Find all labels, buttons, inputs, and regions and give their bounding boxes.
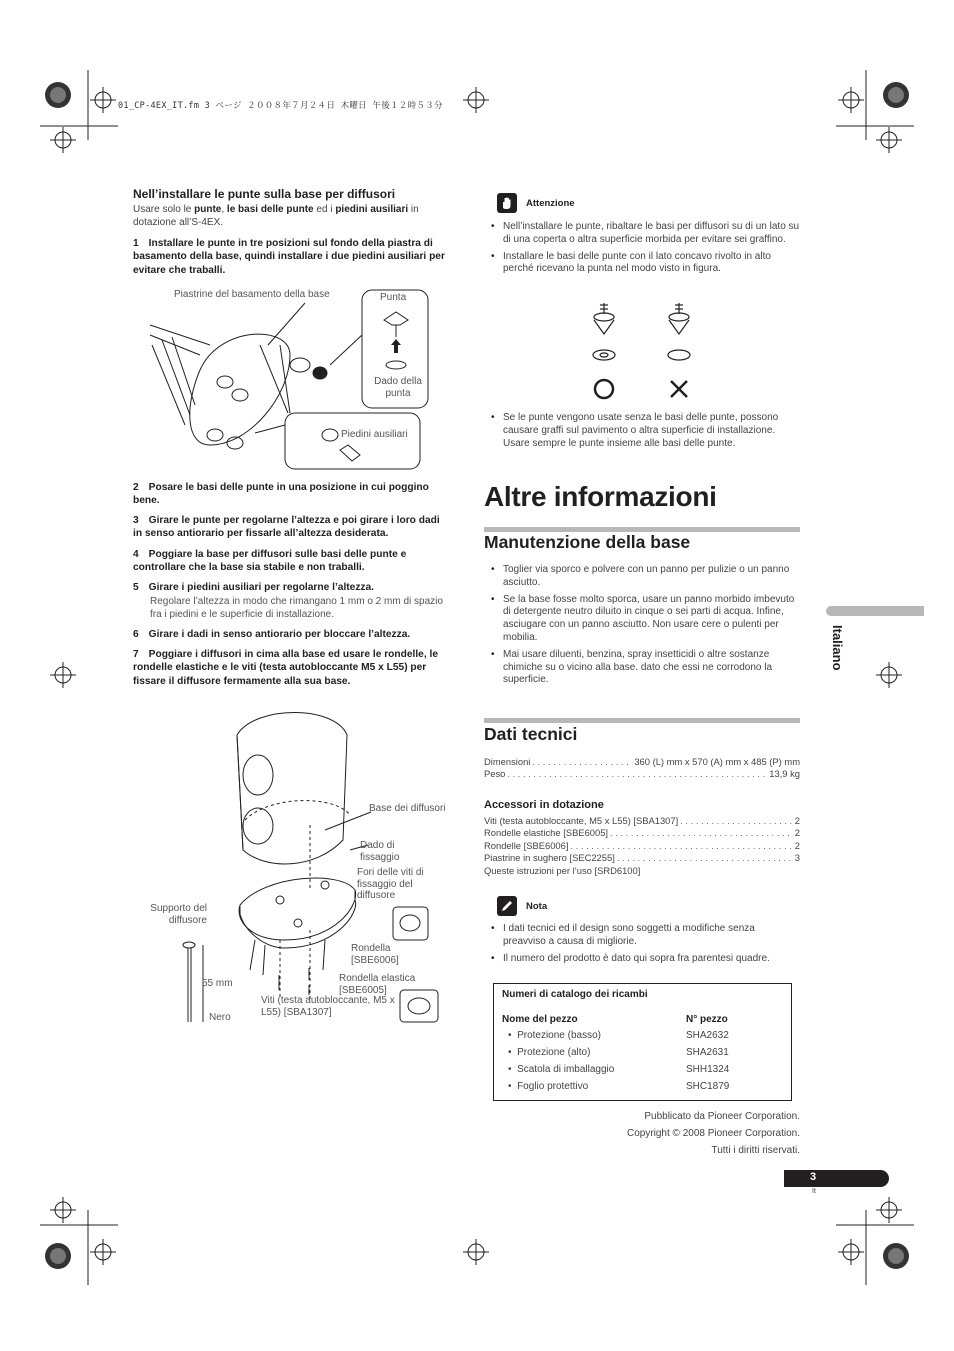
accessories-heading: Accessori in dotazione [484,799,604,811]
step-5: 5 Girare i piedini ausiliari per regolarne l’altezza. [133,582,375,593]
step-1: 1 Installare le punte in tre posizioni sul fondo della piastra di basamento della base, quindi installare i due piedini ausiliari per evitare che traballi. [133,238,445,276]
specs-list [484,756,800,781]
note-title: Nota [526,900,548,912]
step-5-note: Regolare l’altezza in modo che rimangano 1 mm o 2 mm di spazio fra i piedini e le superficie di installazione. [150,596,443,620]
maintenance-list [485,564,800,691]
page-lang: It [812,1188,816,1195]
parts-title: Numeri di catalogo dei ricambi [502,989,648,1000]
caution-item: • Nell’installare le punte, ribaltare le basi per diffusori su di un lato su di una coperta o altra superficie morbida per evitare sei graffino. [485,221,800,247]
parts-row-number: SHH1324 [686,1064,730,1075]
caution-hand-icon [497,193,517,213]
accessory-row-last: Queste istruzioni per l’uso [SRD6100] [484,864,641,876]
parts-row: • Protezione (alto) [508,1047,591,1058]
maintenance-item: • Toglier via sporco e polvere con un panno per pulizie o un panno asciutto. [485,564,800,590]
label-aux-feet: Piedini ausiliari [341,429,408,440]
spec-row: Dimensioni . . . 360 (L) mm x 570 (A) mm x 485 (P) mm [484,756,800,768]
label-spike: Punta [380,292,407,303]
label-black: Nero [209,1012,231,1023]
note-item: • I dati tecnici ed il design sono soggetti a modifiche senza preavviso a causa di migliorie. [485,923,800,949]
page-title: Altre informazioni [484,481,717,512]
caution-item: • Se le punte vengono usate senza le basi delle punte, possono causare graffi sul pavimento o altra superficie di installazione. Usare sempre le punte insieme alle basi delle punte. [485,412,800,450]
step-2: 2 Posare le basi delle punte in una posizione in cui poggino bene. [133,482,429,507]
parts-col-number: N° pezzo [686,1014,728,1025]
spike-base-orientation-figure [585,300,705,405]
label-fix-nut: Dado di fissaggio [360,840,400,863]
parts-row-number: SHA2632 [686,1030,729,1041]
maintenance-item: • Mai usare diluenti, benzina, spray insetticidi o altre sostanze chimiche su o vicino alla base. dato che essi ne corrodono la superficie. [485,649,800,687]
file-header: 01_CP-4EX_IT.fm 3 ページ ２００８年７月２４日 木曜日 午後１２時５３分 [118,101,443,111]
intro-paragraph: Usare solo le punte, le basi delle punte ed i piedini ausiliari in dotazione all’S-4EX. [133,204,419,228]
step-7: 7 Poggiare i diffusori in cima alla base ed usare le rondelle, le rondelle elastiche e le viti (testa autobloccante M5 x L55) per fissare il diffusore fermamente alla sua base. [133,649,438,687]
subheading-spikes: Nell’installare le punte sulla base per diffusori [133,187,396,201]
step-4: 4 Poggiare la base per diffusori sulle basi delle punte e controllare che la base sia stabile e non traballi. [133,549,407,574]
language-tab-bar [826,606,924,616]
credit-line: Tutti i diritti riservati. [711,1145,800,1156]
spare-parts-box [493,983,792,1101]
label-screw-holes: Fori delle viti di fissaggio del diffusore [357,867,424,901]
accessory-row: Piastrine in sughero [SEC2255] . . . 3 [484,852,800,864]
parts-row-number: SHC1879 [686,1081,730,1092]
parts-row-number: SHA2631 [686,1047,729,1058]
note-item: • Il numero del prodotto è dato qui sopra fra parentesi quadre. [485,953,800,966]
label-spike-nut: Dado della punta [374,376,422,399]
label-spring-washer: Rondella elastica [SBE6005] [339,973,416,996]
accessory-row: Viti (testa autobloccante, M5 x L55) [SBA1307] . . . 2 [484,815,800,827]
label-base-holes: Base dei diffusori [369,803,446,814]
caution-list-2 [485,412,800,454]
parts-col-name: Nome del pezzo [502,1014,578,1025]
parts-row: • Scatola di imballaggio [508,1064,615,1075]
parts-row: • Protezione (basso) [508,1030,601,1041]
maintenance-item: • Se la base fosse molto sporca, usare un panno morbido imbevuto di detergente neutro diluito in cinque o sei parti di acqua. Infine, asciugare con un panno asciutto. Non usare cere o pulenti per mobilia. [485,594,800,645]
credit-line: Copyright © 2008 Pioneer Corporation. [626,1128,800,1139]
section-rule [484,718,800,723]
step-3: 3 Girare le punte per regolarne l’altezza e poi girare i loro dadi in senso antiorario per fissarle all’altezza desiderata. [133,515,440,540]
accessory-row: Rondelle [SBE6006] . . . 2 [484,840,800,852]
label-length: 55 mm [202,978,233,989]
specs-heading: Dati tecnici [484,724,578,744]
accessory-row: Rondelle elastiche [SBE6005] . . . 2 [484,827,800,839]
maintenance-heading: Manutenzione della base [484,532,691,552]
page-number: 3 [810,1171,817,1183]
parts-row: • Foglio protettivo [508,1081,589,1092]
spec-row: Peso . . . 13,9 kg [484,768,800,780]
label-plates: Piastrine del basamento della base [174,289,330,300]
caution-header [497,193,575,213]
accessories-list [484,815,800,877]
label-washer: Rondella [SBE6006] [351,943,399,966]
credit-line: Pubblicato da Pioneer Corporation. [644,1111,800,1122]
note-pencil-icon [497,896,517,916]
language-tab-label: Italiano [830,625,845,671]
credits [560,1108,800,1159]
step-6: 6 Girare i dadi in senso antiorario per bloccare l’altezza. [133,629,411,640]
label-support: Supporto del diffusore [150,903,207,926]
note-header [497,896,547,916]
caution-title: Attenzione [526,197,575,209]
caution-list [485,221,800,280]
caution-item: • Installare le basi delle punte con il lato concavo rivolto in alto perché ricevano la punta nel modo visto in figura. [485,251,800,277]
label-screws: Viti (testa autobloccante, M5 x L55) [SBA1307] [261,995,395,1018]
page-number-pill [784,1170,889,1187]
note-list [485,923,800,969]
